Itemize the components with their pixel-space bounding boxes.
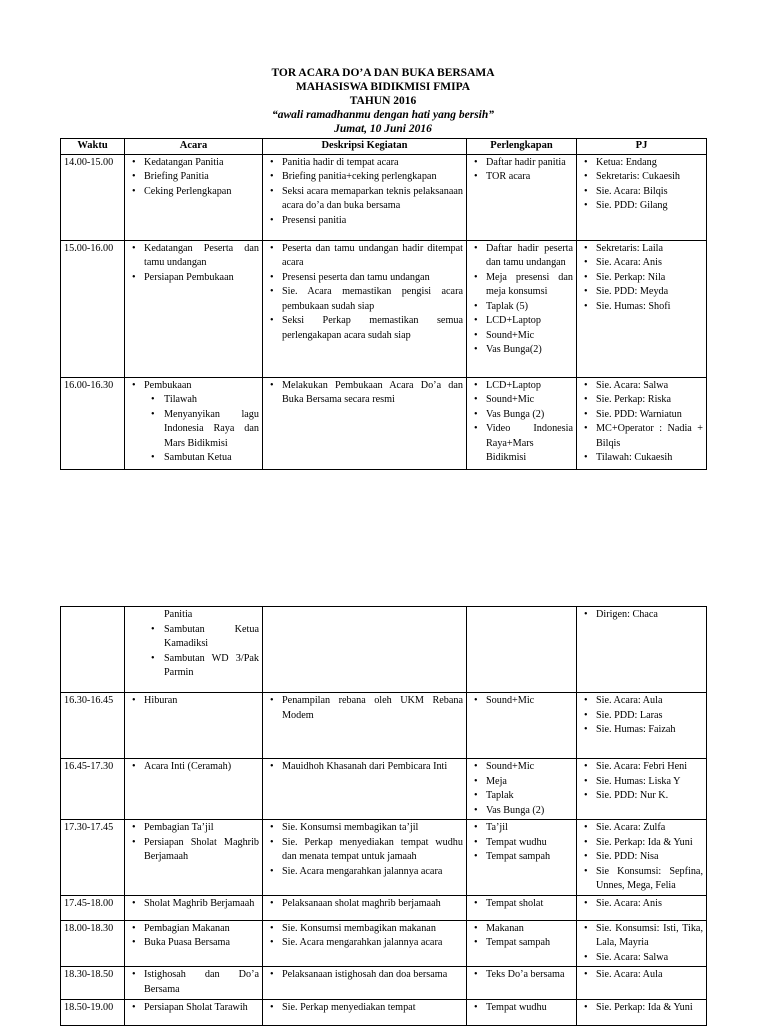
document-header — [60, 66, 706, 136]
cell-perlengkapan — [467, 820, 577, 896]
acara-continued-text: Panitia — [164, 609, 193, 620]
pj-item: • Sie. Acara: Zulfa — [596, 821, 703, 836]
deskripsi-list — [266, 968, 463, 983]
acara-sub-list — [144, 623, 259, 681]
perlengkapan-item: • TOR acara — [486, 170, 573, 185]
perlengkapan-list — [470, 760, 573, 818]
column-header-deskripsi: Deskripsi Kegiatan — [263, 139, 467, 155]
cell-perlengkapan — [467, 895, 577, 920]
cell-deskripsi — [263, 607, 467, 693]
pj-item: • Sie. Konsumsi: Isti, Tika, Lala, Mayria — [596, 922, 703, 951]
pj-item: • Sie. PDD: Meyda — [596, 285, 703, 300]
pj-item: • Sie. PDD: Nisa — [596, 850, 703, 865]
perlengkapan-item: • Sound+Mic — [486, 694, 573, 709]
table-row — [61, 967, 707, 1000]
cell-acara — [125, 240, 263, 377]
cell-pj — [577, 693, 707, 759]
cell-deskripsi — [263, 759, 467, 820]
perlengkapan-item: • Tempat wudhu — [486, 836, 573, 851]
deskripsi-item: • Presensi panitia — [282, 214, 463, 229]
cell-perlengkapan — [467, 759, 577, 820]
cell-pj — [577, 607, 707, 693]
table-row — [61, 377, 707, 469]
acara-sub-item: • Sambutan WD 3/Pak Parmin — [164, 652, 259, 681]
cell-pj — [577, 820, 707, 896]
perlengkapan-item: • Taplak — [486, 789, 573, 804]
pj-item: • Sie. Acara: Bilqis — [596, 185, 703, 200]
deskripsi-item: • Panitia hadir di tempat acara — [282, 156, 463, 171]
pj-item: • Sekretaris: Cukaesih — [596, 170, 703, 185]
column-header-waktu: Waktu — [61, 139, 125, 155]
cell-pj — [577, 240, 707, 377]
cell-deskripsi — [263, 895, 467, 920]
pj-list — [580, 1001, 703, 1016]
acara-sub-wrapper — [128, 623, 259, 681]
tagline-quote: “awali ramadhanmu dengan hati yang bersih” — [271, 109, 495, 121]
perlengkapan-item: • Daftar hadir panitia — [486, 156, 573, 171]
acara-item: • Acara Inti (Ceramah) — [144, 760, 259, 775]
acara-item: • Buka Puasa Bersama — [144, 936, 259, 951]
acara-list — [128, 968, 259, 997]
deskripsi-list — [266, 897, 463, 912]
acara-sub-item: • Sambutan Ketua Kamadiksi — [164, 623, 259, 652]
perlengkapan-item: • Tempat sholat — [486, 897, 573, 912]
pj-item: • Sie. Humas: Liska Y — [596, 775, 703, 790]
pj-item: • Sie. Humas: Shofi — [596, 300, 703, 315]
deskripsi-item: • Sie. Acara mengarahkan jalannya acara — [282, 936, 463, 951]
deskripsi-item: • Sie. Konsumsi membagikan ta’jil — [282, 821, 463, 836]
deskripsi-item: • Pelaksanaan istighosah dan doa bersama — [282, 968, 463, 983]
perlengkapan-item: • Sound+Mic — [486, 393, 573, 408]
cell-acara — [125, 967, 263, 1000]
cell-acara — [125, 759, 263, 820]
cell-acara — [125, 920, 263, 967]
cell-acara — [125, 693, 263, 759]
deskripsi-item: • Seksi Perkap memastikan semua perlengakapan acara sudah siap — [282, 314, 463, 343]
pj-item: • Sie. Humas: Faizah — [596, 723, 703, 738]
perlengkapan-item: • LCD+Laptop — [486, 379, 573, 394]
perlengkapan-list — [470, 821, 573, 865]
perlengkapan-item: • Vas Bunga (2) — [486, 804, 573, 819]
acara-item: • Kedatangan Panitia — [144, 156, 259, 171]
acara-sub-item: • Sambutan Ketua — [164, 451, 259, 465]
pj-list — [580, 156, 703, 214]
acara-list — [128, 1001, 259, 1016]
acara-sub-list — [144, 393, 259, 465]
pj-list — [580, 760, 703, 804]
acara-item: • Ceking Perlengkapan — [144, 185, 259, 200]
pj-list — [580, 379, 703, 465]
acara-sub-item: • Menyanyikan lagu Indonesia Raya dan Mars Bidikmisi — [164, 408, 259, 452]
pj-item: • MC+Operator : Nadia + Bilqis — [596, 422, 703, 451]
acara-list — [128, 897, 259, 912]
pj-list — [580, 694, 703, 738]
column-header-pj: PJ — [577, 139, 707, 155]
pj-list — [580, 821, 703, 894]
perlengkapan-item: • Video Indonesia Raya+Mars Bidikmisi — [486, 422, 573, 465]
acara-main-label: Pembukaan — [144, 379, 192, 391]
table-row — [61, 240, 707, 377]
cell-waktu: 18.50-19.00 — [61, 1000, 125, 1026]
acara-list — [128, 694, 259, 709]
perlengkapan-item: • Sound+Mic — [486, 329, 573, 344]
cell-acara — [125, 1000, 263, 1026]
pj-item: • Sekretaris: Laila — [596, 242, 703, 257]
pj-item: • Sie. PDD: Nur K. — [596, 789, 703, 804]
acara-list — [128, 156, 259, 200]
acara-item: • Istighosah dan Do’a Bersama — [144, 968, 259, 997]
acara-item: • Briefing Panitia — [144, 170, 259, 185]
perlengkapan-item: • Tempat sampah — [486, 936, 573, 951]
table-row — [61, 693, 707, 759]
table-row — [61, 895, 707, 920]
deskripsi-item: • Sie. Perkap menyediakan tempat wudhu dan menata tempat untuk jamaah — [282, 836, 463, 865]
acara-item: • Persiapan Sholat Maghrib Berjamaah — [144, 836, 259, 865]
cell-pj — [577, 967, 707, 1000]
acara-list — [128, 379, 259, 465]
cell-clip — [580, 1001, 703, 1016]
cell-deskripsi — [263, 967, 467, 1000]
cell-clip — [580, 379, 703, 465]
pj-list — [580, 922, 703, 966]
cell-waktu: 18.00-18.30 — [61, 920, 125, 967]
cell-waktu: 14.00-15.00 — [61, 154, 125, 240]
cell-acara — [125, 820, 263, 896]
column-header-acara: Acara — [125, 139, 263, 155]
perlengkapan-list — [470, 968, 573, 983]
pj-item: • Dirigen: Chaca — [596, 608, 703, 623]
cell-waktu: 16.45-17.30 — [61, 759, 125, 820]
deskripsi-item: • Sie. Perkap menyediakan tempat — [282, 1001, 463, 1016]
pj-item: • Sie. Acara: Salwa — [596, 951, 703, 966]
cell-pj — [577, 920, 707, 967]
cell-deskripsi — [263, 693, 467, 759]
deskripsi-list — [266, 694, 463, 723]
table-row — [61, 607, 707, 693]
pj-item: • Sie Konsumsi: Sepfina, Unnes, Mega, Felia — [596, 865, 703, 894]
acara-list — [128, 242, 259, 286]
cell-pj — [577, 759, 707, 820]
pj-list — [580, 608, 703, 623]
pj-list — [580, 968, 703, 983]
deskripsi-list — [266, 821, 463, 879]
pj-list — [580, 897, 703, 912]
pj-item: • Sie. Perkap: Riska — [596, 393, 703, 408]
perlengkapan-item: • Sound+Mic — [486, 760, 573, 775]
cell-acara — [125, 895, 263, 920]
pj-item: • Ketua: Endang — [596, 156, 703, 171]
deskripsi-list — [266, 242, 463, 344]
cell-perlengkapan — [467, 377, 577, 469]
cell-deskripsi — [263, 240, 467, 377]
cell-waktu: 15.00-16.00 — [61, 240, 125, 377]
acara-item: • Pembagian Ta’jil — [144, 821, 259, 836]
cell-waktu: 18.30-18.50 — [61, 967, 125, 1000]
title-line-3: TAHUN 2016 — [349, 95, 417, 107]
deskripsi-list — [266, 156, 463, 229]
pj-item: • Tilawah: Cukaesih — [596, 451, 703, 465]
deskripsi-item: • Presensi peserta dan tamu undangan — [282, 271, 463, 286]
perlengkapan-list — [470, 897, 573, 912]
acara-item — [144, 379, 259, 465]
pj-item: • Sie. PDD: Warniatun — [596, 408, 703, 423]
cell-pj — [577, 154, 707, 240]
deskripsi-list — [266, 1001, 463, 1016]
acara-item: • Kedatangan Peserta dan tamu undangan — [144, 242, 259, 271]
acara-item: • Persiapan Sholat Tarawih — [144, 1001, 259, 1016]
cell-perlengkapan — [467, 240, 577, 377]
perlengkapan-list — [470, 156, 573, 185]
pj-item: • Sie. Perkap: Ida & Yuni — [596, 1001, 703, 1016]
pj-item: • Sie. Acara: Anis — [596, 897, 703, 912]
table-row — [61, 820, 707, 896]
perlengkapan-list — [470, 694, 573, 709]
perlengkapan-item: • Makanan — [486, 922, 573, 937]
perlengkapan-list — [470, 379, 573, 465]
cell-deskripsi — [263, 377, 467, 469]
cell-perlengkapan — [467, 920, 577, 967]
perlengkapan-item: • Vas Bunga(2) — [486, 343, 573, 358]
cell-pj — [577, 377, 707, 469]
cell-acara — [125, 154, 263, 240]
acara-item: • Hiburan — [144, 694, 259, 709]
perlengkapan-list — [470, 242, 573, 358]
deskripsi-item: • Melakukan Pembukaan Acara Do’a dan Buka Bersama secara resmi — [282, 379, 463, 408]
cell-pj — [577, 895, 707, 920]
table-row — [61, 759, 707, 820]
deskripsi-item: • Penampilan rebana oleh UKM Rebana Modem — [282, 694, 463, 723]
cell-deskripsi — [263, 920, 467, 967]
acara-list — [128, 922, 259, 951]
deskripsi-item: • Sie. Acara mengarahkan jalannya acara — [282, 865, 463, 880]
deskripsi-item: • Peserta dan tamu undangan hadir ditempat acara — [282, 242, 463, 271]
perlengkapan-item: • LCD+Laptop — [486, 314, 573, 329]
pj-item: • Sie. Acara: Anis — [596, 256, 703, 271]
cell-perlengkapan — [467, 693, 577, 759]
event-date: Jumat, 10 Juni 2016 — [334, 123, 432, 135]
cell-perlengkapan — [467, 967, 577, 1000]
deskripsi-item: • Mauidhoh Khasanah dari Pembicara Inti — [282, 760, 463, 775]
acara-list — [128, 821, 259, 865]
cell-deskripsi — [263, 154, 467, 240]
column-header-perlengkapan: Perlengkapan — [467, 139, 577, 155]
deskripsi-list — [266, 922, 463, 951]
cell-clip — [128, 379, 259, 465]
cell-waktu: 17.45-18.00 — [61, 895, 125, 920]
table-header-row — [61, 139, 707, 155]
perlengkapan-item: • Tempat wudhu — [486, 1001, 573, 1016]
deskripsi-item: • Briefing panitia+ceking perlengkapan — [282, 170, 463, 185]
cell-perlengkapan — [467, 607, 577, 693]
pj-item: • Sie. Acara: Febri Heni — [596, 760, 703, 775]
cell-clip — [470, 379, 573, 465]
pj-item: • Sie. Acara: Aula — [596, 968, 703, 983]
cell-acara — [125, 607, 263, 693]
deskripsi-item: • Sie. Acara memastikan pengisi acara pembukaan sudah siap — [282, 285, 463, 314]
perlengkapan-list — [470, 1001, 573, 1016]
perlengkapan-item: • Meja — [486, 775, 573, 790]
acara-item: • Sholat Maghrib Berjamaah — [144, 897, 259, 912]
cell-waktu — [61, 607, 125, 693]
deskripsi-list — [266, 760, 463, 775]
cell-deskripsi — [263, 820, 467, 896]
pj-item: • Sie. Acara: Aula — [596, 694, 703, 709]
deskripsi-item: • Sie. Konsumsi membagikan makanan — [282, 922, 463, 937]
pj-item: • Sie. PDD: Gilang — [596, 199, 703, 214]
acara-item: • Persiapan Pembukaan — [144, 271, 259, 286]
title-line-2: MAHASISWA BIDIKMISI FMIPA — [295, 81, 471, 93]
cell-deskripsi — [263, 1000, 467, 1026]
cell-clip — [266, 379, 463, 408]
perlengkapan-item: • Ta’jil — [486, 821, 573, 836]
table-row — [61, 1000, 707, 1026]
pj-item: • Sie. Perkap: Ida & Yuni — [596, 836, 703, 851]
perlengkapan-item: • Meja presensi dan meja konsumsi — [486, 271, 573, 300]
cell-clip — [128, 1001, 259, 1016]
pj-item: • Sie. Perkap: Nila — [596, 271, 703, 286]
perlengkapan-list — [470, 922, 573, 951]
pj-item: • Sie. PDD: Laras — [596, 709, 703, 724]
cell-perlengkapan — [467, 1000, 577, 1026]
cell-waktu: 16.00-16.30 — [61, 377, 125, 469]
schedule-table-part-2 — [60, 606, 707, 1026]
table-row — [61, 154, 707, 240]
perlengkapan-item: • Teks Do’a bersama — [486, 968, 573, 983]
cell-acara — [125, 377, 263, 469]
perlengkapan-item: • Tempat sampah — [486, 850, 573, 865]
table-row — [61, 920, 707, 967]
acara-list — [128, 760, 259, 775]
cell-pj — [577, 1000, 707, 1026]
cell-perlengkapan — [467, 154, 577, 240]
cell-waktu: 17.30-17.45 — [61, 820, 125, 896]
cell-clip — [266, 1001, 463, 1016]
cell-waktu: 16.30-16.45 — [61, 693, 125, 759]
pj-list — [580, 242, 703, 315]
schedule-table-part-1 — [60, 138, 707, 470]
title-line-1: TOR ACARA DO’A DAN BUKA BERSAMA — [271, 67, 495, 79]
cell-clip — [470, 1001, 573, 1016]
deskripsi-item: • Pelaksanaan sholat maghrib berjamaah — [282, 897, 463, 912]
deskripsi-list — [266, 379, 463, 408]
perlengkapan-item: • Daftar hadir peserta dan tamu undangan — [486, 242, 573, 271]
perlengkapan-item: • Vas Bunga (2) — [486, 408, 573, 423]
pj-item: • Sie. Acara: Salwa — [596, 379, 703, 394]
deskripsi-item: • Seksi acara memaparkan teknis pelaksanaan acara do’a dan buka bersama — [282, 185, 463, 214]
perlengkapan-item: • Taplak (5) — [486, 300, 573, 315]
acara-item: • Pembagian Makanan — [144, 922, 259, 937]
acara-sub-item: • Tilawah — [164, 393, 259, 408]
